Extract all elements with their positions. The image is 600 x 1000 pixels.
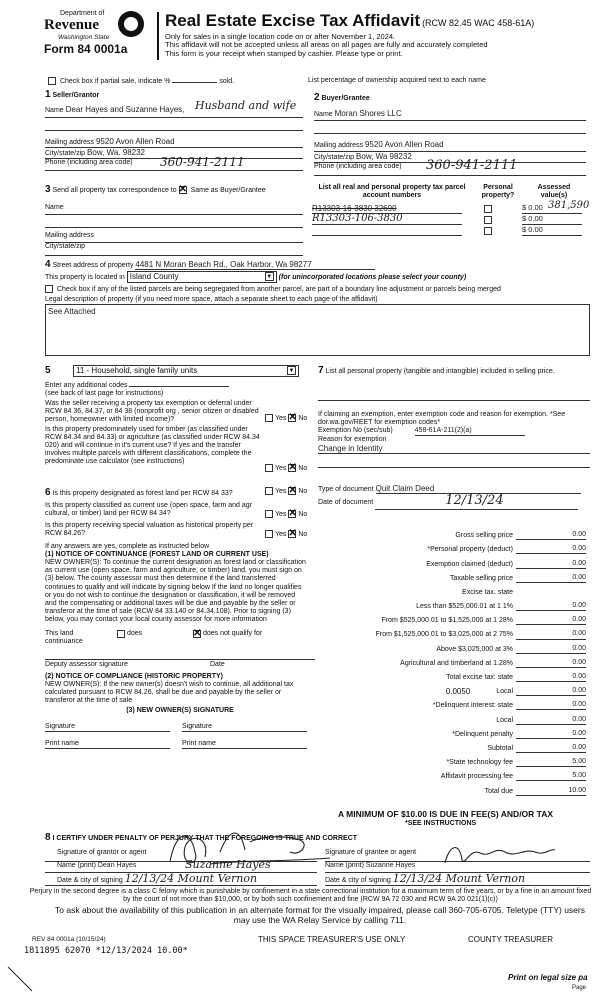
seller-name-handwritten: Husband and wife	[195, 98, 297, 112]
header-note3: This form is your receipt when stamped by cashier. Please type or print.	[165, 48, 403, 58]
land-does-not-checkbox[interactable]	[193, 630, 201, 638]
grantor-date-row	[45, 873, 317, 886]
buyer-num: 2	[314, 92, 320, 103]
q-exemption-yes-label: Yes	[275, 414, 287, 422]
parcel-row	[312, 214, 592, 225]
tax-label: Local	[496, 716, 513, 724]
tax-row	[318, 710, 586, 724]
tax-table	[318, 526, 586, 796]
county-select[interactable]	[127, 271, 277, 283]
seller-phone-row	[45, 154, 303, 171]
form-number: Form 84 0001a	[44, 42, 128, 56]
owner-print-2[interactable]	[182, 740, 307, 749]
tax-row	[318, 625, 586, 639]
q-current-use: Is this property classified as current use (open space, farm and agr cultural, or timber) land per RCW 84 34?	[45, 501, 252, 517]
owner-print-1-label: Print name	[45, 740, 79, 748]
section8-num: 8	[45, 832, 51, 843]
located-label: This property is located in	[45, 274, 125, 281]
tax-label: Agricultural and timberland at 1.28%	[400, 659, 513, 667]
form-title: Real Estate Excise Tax Affidavit	[165, 11, 421, 30]
section3-city-row	[45, 243, 303, 256]
section3	[45, 184, 303, 256]
parcel-rows	[312, 200, 592, 236]
tax-label: Excise tax. state	[462, 588, 513, 596]
doc-type-value[interactable]: Quit Claim Deed	[376, 484, 581, 494]
owner-print-1[interactable]	[45, 740, 170, 749]
seller-mail-value[interactable]: 9520 Avon Allen Road	[95, 136, 175, 146]
tax-label: *Delinquent interest: state	[432, 702, 513, 710]
county-value: Island County	[129, 272, 179, 281]
grantor-date-label: Date & city of signing	[57, 876, 123, 884]
parcel-number[interactable]: R13303-16-3830 32690	[312, 204, 462, 214]
legal-size-note: Print on legal size pa	[508, 973, 588, 982]
use-code-value: 11 - Household, single family units	[76, 366, 198, 375]
alt-format-note: To ask about the availability of this publication in an alternate format for the visually impaired, please call 360-705-6705. Teletype (TTY) users may use the WA Relay Service by calling 711.	[55, 905, 585, 925]
tax-label: Exemption claimed (deduct)	[426, 560, 513, 568]
personal-property-checkbox[interactable]	[484, 227, 492, 235]
notice1-text: NEW OWNER(S): To continue the current designation as forest land or classification as current use (open space, farm and agriculture, or timber) land, you must sign on (3) below. The county assessor must then determine if the land transferred continues to qualify and will indicate by signing below If the land no longer qualifies or you do not wish to continue the designation or classification, it will be removed and the compensating or additional taxes will be due and payable by the seller or transferor at the time of sale (RCW 84 33.140 or 84.34.108). Prior to signing (3) below, you may contact your local county assessor for more information	[45, 559, 306, 623]
tax-row	[318, 753, 586, 767]
buyer-blank-row	[314, 121, 586, 134]
see-instructions: *SEE INSTRUCTIONS	[405, 820, 477, 827]
tax-label: Subtotal	[487, 744, 513, 752]
owner-sig-1-label: Signature	[45, 723, 75, 731]
tax-label: *Delinquent penalty	[452, 730, 513, 738]
tax-value[interactable]: 5.00	[516, 758, 586, 767]
header-note2: This affidavit will not be accepted unless all areas on all pages are fully and accurately completed	[165, 40, 488, 50]
tax-row	[318, 569, 586, 583]
seller-heading: Seller/Grantor	[52, 92, 100, 99]
seller-city-label: City/state/zip	[45, 149, 86, 157]
parcel-row	[312, 225, 592, 236]
tax-row	[318, 668, 586, 682]
assessed-value[interactable]	[522, 200, 590, 214]
dor-logo	[42, 10, 152, 60]
same-as-buyer-label: Same as Buyer/Grantee	[190, 187, 266, 194]
grantee-signature-scribble	[440, 838, 560, 868]
tax-row	[318, 767, 586, 781]
dropdown-arrow-icon[interactable]: ▼	[266, 274, 273, 280]
buyer-section	[314, 92, 586, 176]
tax-label: *Personal property (deduct)	[427, 546, 513, 554]
q-current-use-no[interactable]	[288, 510, 296, 518]
section7-num: 7	[318, 365, 324, 376]
personal-property-checkbox[interactable]	[484, 205, 492, 213]
seller-city-value[interactable]: Bow, Wa. 98232	[87, 147, 145, 157]
partial-sale-label: Check box if partial sale, indicate %	[59, 77, 171, 85]
parcel-number[interactable]: R13303-106-3830	[312, 213, 462, 226]
legal-desc-value: See Attached	[48, 306, 96, 316]
assessed-header: Assessed value(s)	[537, 184, 571, 200]
land-does-checkbox[interactable]	[117, 630, 125, 638]
parcel-table	[312, 184, 592, 236]
buyer-name-value[interactable]: Moran Shores LLC	[334, 108, 402, 118]
tax-row	[318, 554, 586, 568]
section4	[45, 259, 590, 356]
notice3-title: (3) NEW OWNER(S) SIGNATURE	[126, 707, 234, 715]
q-forest: Is this property designated as forest land per RCW 84 33?	[52, 490, 233, 497]
q-exemption-no-label: No	[298, 414, 308, 422]
tax-row	[318, 526, 586, 540]
tax-row	[318, 540, 586, 554]
tax-value[interactable]: 0.00	[516, 545, 586, 554]
tax-value[interactable]: 0.00	[516, 630, 586, 639]
tax-label: Less than $525,000.01 at 1 1%	[416, 603, 513, 611]
buyer-city-label: City/state/zip	[314, 153, 355, 161]
page-label: Page	[572, 985, 587, 991]
buyer-city-value[interactable]: Bow, Wa 98232	[356, 151, 412, 161]
seller-name-value[interactable]: Dear Hayes and Suzanne Hayes,	[65, 104, 185, 114]
seller-section	[45, 89, 303, 171]
tax-row	[318, 725, 586, 739]
partial-sold-label: sold.	[219, 77, 235, 85]
section3-num: 3	[45, 184, 51, 195]
use-code-arrow-icon[interactable]: ▼	[288, 368, 295, 374]
tax-row	[318, 654, 586, 668]
tax-value[interactable]: 0.00	[516, 616, 586, 625]
q-current-use-no-label: No	[298, 510, 308, 518]
owner-print-2-label: Print name	[182, 740, 216, 748]
legal-desc-box[interactable]	[45, 304, 590, 356]
tax-row	[318, 611, 586, 625]
q-forest-no-label: No	[298, 487, 308, 495]
assessed-value-text: $ 0.00	[522, 214, 543, 224]
exemption-no-label: Exemption No (sec/sub)	[318, 426, 393, 434]
buyer-phone-value[interactable]: 360-941-2111	[426, 157, 518, 173]
tax-label: From $1,525,000 01 to $3,025,000 at 2 75%	[375, 631, 513, 639]
tax-row	[318, 583, 586, 597]
section7-label: List all personal property (tangible and intangible) included in selling price.	[325, 368, 555, 375]
segregated-label: Check box if any of the listed parcels are being segregated from another parcel, are part of a boundary line adjustment or parcels being merged	[56, 285, 501, 293]
deputy-sig-label: Deputy assessor signature	[45, 660, 128, 668]
tax-label: Taxable selling price	[449, 574, 513, 582]
notice2-title: (2) NOTICE OF COMPLIANCE (HISTORIC PROPERTY)	[45, 672, 223, 680]
partial-sale-row	[48, 77, 588, 86]
q-forest-yes[interactable]	[265, 487, 273, 495]
tax-value[interactable]: 0.00	[516, 560, 586, 569]
grantee-date-label: Date & city of signing	[325, 876, 391, 884]
q-historic: Is this property receiving special valuation as historical property per RCW 84.26?	[45, 522, 254, 538]
reason-label: Reason for exemption	[318, 435, 387, 443]
grantor-name-value[interactable]: Dean Hayes	[97, 861, 137, 869]
assessed-value-text: $ 0.00	[522, 225, 543, 235]
buyer-name-label: Name	[314, 110, 333, 118]
q-timber: Is this property predominately used for timber (as classified under RCW 84.34 and 84.33) or agriculture (as classified under RCW 84.34 020) and will continue in it's current use? If yes and the transfer involves multiple parcels with different classifications, complete the predominate use calculator (see instructions)	[45, 426, 260, 466]
corner-mark	[6, 965, 36, 995]
seller-phone-label: Phone (including area code)	[45, 158, 133, 166]
grantee-date-row	[325, 873, 590, 886]
q-timber-no-label: No	[298, 465, 308, 473]
doc-date-label: Date of document	[318, 499, 374, 507]
grantee-sig-label: Signature of grantee or agent	[325, 848, 417, 856]
q-historic-yes-label: Yes	[275, 531, 287, 539]
seller-phone-value[interactable]: 360-941-2111	[160, 154, 245, 169]
q-timber-yes[interactable]	[265, 464, 273, 472]
dept-line1: Department of	[60, 10, 105, 17]
tax-value[interactable]: 0.00	[516, 701, 586, 710]
seller-blank-row	[45, 118, 303, 131]
additional-codes-label: Enter any additional codes	[45, 382, 128, 390]
tax-row	[318, 739, 586, 753]
q-current-use-yes-label: Yes	[275, 510, 287, 518]
exemption-no-value[interactable]: 458-61A-211(2)(a)	[415, 427, 525, 436]
grantor-hw-name: Suzanne Hayes	[185, 857, 271, 871]
section6-num: 6	[45, 487, 51, 498]
this-land-label: This land	[45, 629, 74, 637]
owner-sig-2[interactable]	[182, 723, 307, 732]
tax-value[interactable]: 0.00	[516, 744, 586, 753]
q-timber-no[interactable]	[288, 464, 296, 472]
section3-label: Send all property tax correspondence to	[52, 187, 177, 194]
ownership-note: List percentage of ownership acquired next to each name	[308, 77, 486, 84]
form-title-block	[165, 11, 595, 58]
grantee-name-label: Name (print)	[325, 861, 364, 869]
tax-value[interactable]: 0.00	[516, 602, 586, 611]
tax-value[interactable]: 0.00	[516, 687, 586, 696]
q-timber-yes-label: Yes	[275, 465, 287, 473]
grantor-signature-scribble	[150, 822, 350, 872]
minimum-note: A MINIMUM OF $10.00 IS DUE IN FEE(S) AND/OR TAX	[338, 809, 554, 819]
tax-row	[318, 781, 586, 795]
same-as-buyer-checkbox[interactable]	[179, 186, 187, 194]
continuance-label: continuance	[45, 637, 83, 645]
section6-instr: If any answers are yes, complete as instructed below	[45, 543, 210, 551]
owner-sig-1[interactable]	[45, 723, 170, 732]
personal-header: Personal property?	[481, 184, 515, 200]
section3-name-row	[45, 204, 303, 215]
seller-name-label: Name	[45, 106, 64, 114]
personal-property-checkbox[interactable]	[484, 216, 492, 224]
section7	[318, 365, 590, 510]
assessed-value[interactable]	[522, 215, 582, 225]
tax-value[interactable]: 0.00	[516, 673, 586, 682]
tax-row	[318, 682, 586, 696]
q-historic-no[interactable]	[288, 530, 296, 538]
county-treasurer: COUNTY TREASURER	[468, 935, 554, 944]
exemption-label: If claiming an exemption, enter exemption code and reason for exemption. *See dor.wa.gov/REET for exemption codes*	[318, 410, 566, 426]
street-address-label: Street address of property	[52, 262, 134, 269]
tax-label: Total due	[484, 787, 513, 795]
section5	[45, 365, 315, 473]
grantee-date-value[interactable]: 12/13/24 Mount Vernon	[392, 871, 526, 885]
section3-mail-label: Mailing address	[45, 231, 95, 239]
section3-city-label: City/state/zip	[45, 242, 86, 250]
tax-label: *State technology fee	[446, 759, 513, 767]
partial-percent-field[interactable]	[172, 82, 217, 83]
tax-value[interactable]: 0.00	[516, 531, 586, 540]
use-code-select[interactable]	[73, 365, 299, 377]
section3-name-label: Name	[45, 203, 64, 211]
assessed-value[interactable]	[522, 226, 582, 236]
parcel-header: List all real and personal property tax parcel account numbers	[318, 184, 466, 200]
doc-date-value[interactable]: 12/13/24	[375, 494, 578, 510]
tax-label: Total excise tax: state	[446, 674, 513, 682]
q-forest-yes-label: Yes	[275, 487, 287, 495]
q-historic-yes[interactable]	[265, 530, 273, 538]
partial-sale-checkbox[interactable]	[48, 77, 56, 85]
tax-value[interactable]: 0.00	[516, 716, 586, 725]
tax-label: Local	[496, 688, 513, 696]
assessed-value-text: $ 0.00	[522, 203, 543, 213]
land-does-not-label: does not qualify for	[203, 629, 263, 637]
tax-row	[318, 696, 586, 710]
notice2-text: NEW OWNER(S): If the new owner(s) doesn't wish to continue, all additional tax calculated pursuant to RCW 84.26, shall be due and payable by the seller or transferor at the time of sale	[45, 680, 294, 705]
q-current-use-yes[interactable]	[265, 510, 273, 518]
see-back-note: (see back of last page for instructions)	[45, 390, 164, 398]
treasurer-use: THIS SPACE TREASURER'S USE ONLY	[258, 935, 406, 944]
dept-line2: Revenue	[44, 17, 99, 33]
section5-num: 5	[45, 365, 51, 377]
tax-value[interactable]: 0.00	[516, 659, 586, 668]
cashier-stamp: 1811895 62070 *12/13/2024 10.00*	[24, 946, 188, 956]
seller-num: 1	[45, 89, 51, 100]
form-rev: REV 84 0001a (10/15/24)	[32, 936, 106, 943]
parcel-number[interactable]	[312, 235, 462, 236]
tax-label: Gross selling price	[455, 532, 513, 540]
tax-label: Affidavit processing fee	[440, 773, 513, 781]
q-forest-no[interactable]	[288, 487, 296, 495]
tax-value[interactable]: 0.00	[516, 730, 586, 739]
section4-num: 4	[45, 259, 51, 270]
q-exemption: Was the seller receiving a property tax exemption or deferral under RCW 84 36, 84.37, or 84 38 (nonprofit org , senior citizen or disabled person, homeowner with limited income)?	[45, 400, 259, 424]
title-divider	[157, 12, 159, 60]
deputy-date-label: Date	[210, 660, 225, 668]
section3-mail-row	[45, 232, 303, 243]
seller-mail-row	[45, 137, 303, 148]
notice1-title: (1) NOTICE OF CONTINUANCE (FOREST LAND OR CURRENT USE)	[45, 551, 269, 559]
tax-row	[318, 640, 586, 654]
personal-prop-line[interactable]	[318, 389, 590, 401]
tax-value[interactable]: 0.00	[516, 645, 586, 654]
buyer-heading: Buyer/Grantee	[321, 95, 370, 102]
buyer-name-row	[314, 109, 586, 121]
additional-codes-field[interactable]	[129, 386, 229, 387]
q-historic-no-label: No	[298, 531, 308, 539]
tax-row	[318, 597, 586, 611]
local-rate: 0.0050	[445, 687, 471, 697]
q-exemption-yes[interactable]	[265, 414, 273, 422]
grantor-name-label: Name (print)	[57, 861, 96, 869]
legal-desc-label: Legal description of property (if you need more space, attach a separate sheet to each page of the affidavit)	[45, 295, 378, 303]
grantor-sig-label: Signature of grantor or agent	[57, 848, 147, 856]
seller-mail-label: Mailing address	[45, 138, 95, 146]
section8-heading: I CERTIFY UNDER PENALTY OF PERJURY THAT THE FOREGOING IS TRUE AND CORRECT	[52, 835, 358, 842]
land-does-label: does	[127, 629, 143, 637]
grantee-name-value[interactable]: Suzanne Hayes	[365, 861, 416, 869]
tax-label: From $525,000 01 to $1,525,000 at 1 28%	[381, 617, 513, 625]
q-exemption-no[interactable]	[288, 414, 296, 422]
perjury-note: Perjury in the second degree is a class C felony which is punishable by confinement in a state correctional institution for a maximum term of five years, or by a fine in an amount fixed by the court of not more than $10,000, or by both such confinement and fine (RCW 9A 72 030 and RCW 9A 20 021(1)(c))	[29, 888, 592, 904]
buyer-mail-label: Mailing address	[314, 141, 364, 149]
tax-value[interactable]: 5.00	[516, 772, 586, 781]
reason-blank-line	[318, 454, 590, 468]
street-address-value[interactable]: 4481 N Moran Beach Rd., Oak Harbor, Wa 98277	[135, 260, 375, 270]
section6	[45, 487, 315, 749]
buyer-mail-value[interactable]: 9520 Avon Allen Road	[364, 139, 444, 149]
tax-value[interactable]: 0.00	[516, 574, 586, 583]
tax-label: Above $3,025,000 at 3%	[436, 645, 513, 653]
header-note1: Only for sales in a single location code on or after November 1, 2024.	[165, 31, 396, 41]
wa-seal-inner-icon	[124, 17, 138, 31]
grantor-date-value[interactable]: 12/13/24 Mount Vernon	[124, 871, 258, 885]
assessed-value-handwritten: 381,590	[548, 200, 590, 212]
buyer-mail-row	[314, 140, 586, 152]
form-title-ref: (RCW 82.45 WAC 458-61A)	[422, 18, 535, 28]
seller-name-row	[45, 98, 303, 118]
dept-line3: Washington State	[58, 34, 110, 41]
owner-sig-2-label: Signature	[182, 723, 212, 731]
tax-value[interactable]: 10.00	[516, 787, 586, 796]
buyer-phone-label: Phone (including area code)	[314, 162, 402, 170]
reason-value[interactable]: Change in Identity	[318, 444, 590, 454]
unincorp-note: (for unincorporated locations please select your county)	[278, 274, 467, 281]
section3-blank-row	[45, 215, 303, 228]
segregated-checkbox[interactable]	[45, 285, 53, 293]
doc-type-label: Type of document	[318, 485, 374, 493]
